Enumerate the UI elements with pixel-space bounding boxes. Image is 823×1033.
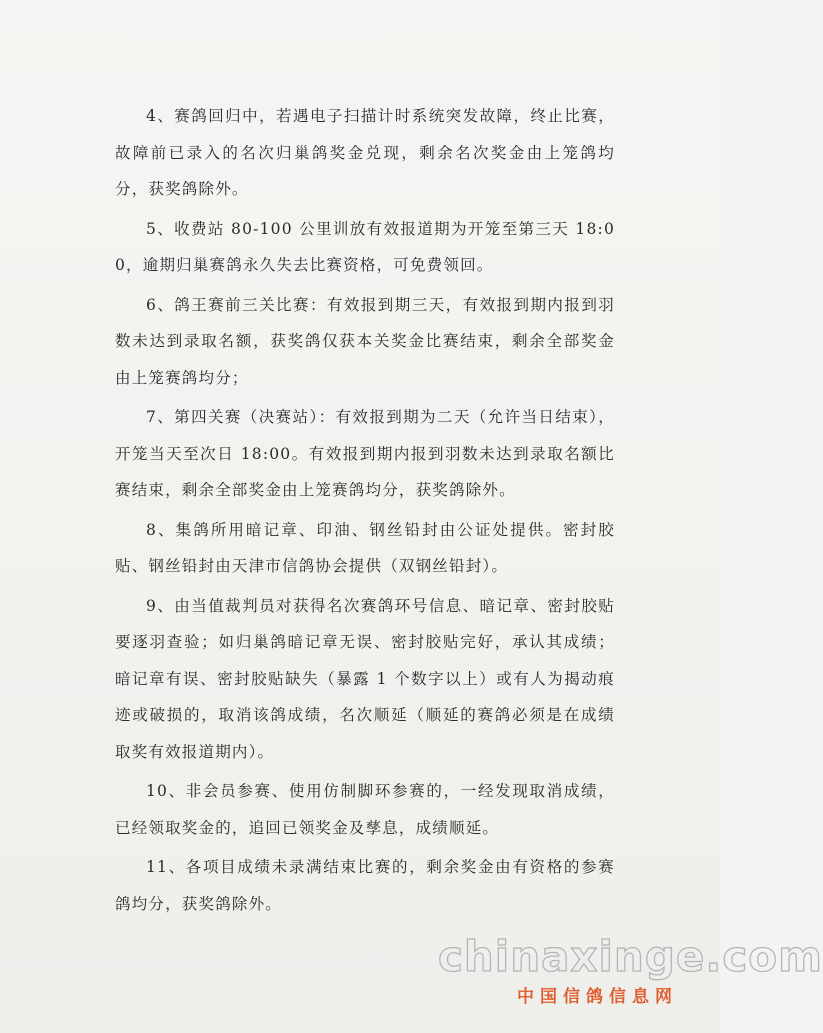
document-body <box>115 98 615 925</box>
paragraph-rule-4: 4、赛鸽回归中，若遇电子扫描计时系统突发故障，终止比赛，故障前已录入的名次归巢鸽奖金兑现，剩余名次奖金由上笼鸽均分，获奖鸽除外。 <box>115 107 615 198</box>
paragraph-rule-5: 5、收费站 80-100 公里训放有效报道期为开笼至第三天 18:00，逾期归巢赛鸽永久失去比赛资格，可免费领回。 <box>115 219 615 274</box>
paragraph-rule-9: 9、由当值裁判员对获得名次赛鸽环号信息、暗记章、密封胶贴要逐羽查验；如归巢鸽暗记章无误、密封胶贴完好，承认其成绩；暗记章有误、密封胶贴缺失（暴露 1 个数字以上）或有人为揭动痕迹或破损的，取消该鸽成绩，名次顺延（顺延的赛鸽必须是在成绩取奖有效报道期内）。 <box>115 596 615 761</box>
paragraph-rule-6: 6、鸽王赛前三关比赛：有效报到期三天，有效报到期内报到羽数未达到录取名额，获奖鸽仅获本关奖金比赛结束，剩余全部奖金由上笼赛鸽均分； <box>115 295 615 387</box>
paragraph-rule-10: 10、非会员参赛、使用仿制脚环参赛的，一经发现取消成绩，已经领取奖金的，追回已领奖金及孳息，成绩顺延。 <box>115 782 615 837</box>
paragraph-rule-7: 7、第四关赛（决赛站）：有效报到期为二天（允许当日结束），开笼当天至次日 18:00。有效报到期内报到羽数未达到录取名额比赛结束，剩余全部奖金由上笼赛鸽均分，获奖鸽除外。 <box>115 408 615 499</box>
paragraph-rule-11: 11、各项目成绩未录满结束比赛的，剩余奖金由有资格的参赛鸽均分，获奖鸽除外。 <box>115 858 615 913</box>
paragraph-rule-8: 8、集鸽所用暗记章、印油、钢丝铅封由公证处提供。密封胶贴、钢丝铅封由天津市信鸽协会提供（双钢丝铅封）。 <box>115 520 615 575</box>
watermark-site: chinaxinge.com <box>438 932 823 981</box>
watermark-name: 中国信鸽信息网 <box>517 987 678 1007</box>
